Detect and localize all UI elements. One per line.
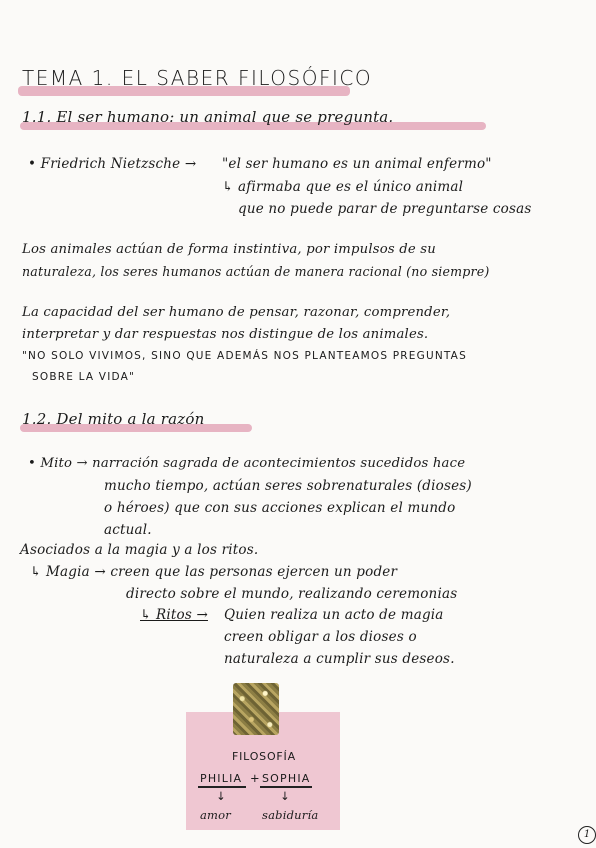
card-arrow-1: ↓ bbox=[216, 789, 226, 803]
ritos-line1: Quien realiza un acto de magia bbox=[224, 607, 444, 623]
page-number: 1 bbox=[578, 826, 596, 844]
magia-line1: ↳ Magia → creen que las personas ejercen un poder bbox=[30, 564, 398, 580]
card-meaning-2: sabiduría bbox=[262, 808, 319, 822]
card-underline-1 bbox=[198, 786, 246, 788]
magia-line2: directo sobre el mundo, realizando ceremonias bbox=[126, 586, 458, 602]
quote-line2: SOBRE LA VIDA" bbox=[32, 371, 136, 383]
asociados-line: Asociados a la magia y a los ritos. bbox=[20, 542, 259, 558]
nietzsche-label: • Friedrich Nietzsche → bbox=[28, 156, 197, 172]
section1-heading: 1.1. El ser humano: un animal que se pregunta. bbox=[22, 108, 394, 126]
mito-line4: actual. bbox=[104, 522, 152, 538]
nietzsche-line2: ↳ afirmaba que es el único animal bbox=[222, 179, 464, 195]
paragraph2-line2: interpretar y dar respuestas nos distingue de los animales. bbox=[22, 327, 429, 342]
paragraph1-line2: naturaleza, los seres humanos actúan de manera racional (no siempre) bbox=[22, 264, 490, 279]
glitter-tape bbox=[233, 683, 279, 735]
quote-line1: "NO SOLO VIVIMOS, SINO QUE ADEMÁS NOS PLANTEAMOS PREGUNTAS bbox=[22, 350, 467, 362]
nietzsche-quote: "el ser humano es un animal enfermo" bbox=[222, 156, 492, 172]
card-meaning-1: amor bbox=[200, 808, 231, 822]
card-plus: + bbox=[250, 771, 260, 785]
mito-line1: • Mito → narración sagrada de acontecimientos sucedidos hace bbox=[28, 456, 466, 471]
card-part1: PHILIA bbox=[200, 772, 243, 785]
ritos-line2: creen obligar a los dioses o bbox=[224, 629, 417, 645]
ritos-label: ↳ Ritos → bbox=[140, 607, 208, 623]
card-word: FILOSOFÍA bbox=[232, 750, 296, 763]
card-underline-2 bbox=[260, 786, 312, 788]
card-arrow-2: ↓ bbox=[280, 789, 290, 803]
paragraph1-line1: Los animales actúan de forma instintiva, por impulsos de su bbox=[22, 242, 436, 257]
card-part2: SOPHIA bbox=[262, 772, 311, 785]
section2-heading: 1.2. Del mito a la razón bbox=[22, 410, 205, 428]
mito-line3: o héroes) que con sus acciones explican el mundo bbox=[104, 500, 456, 516]
mito-line2: mucho tiempo, actúan seres sobrenaturales (dioses) bbox=[104, 478, 472, 494]
nietzsche-line3: que no puede parar de preguntarse cosas bbox=[238, 201, 532, 217]
ritos-line3: naturaleza a cumplir sus deseos. bbox=[224, 651, 455, 667]
page-title: TEMA 1. EL SABER FILOSÓFICO bbox=[22, 66, 373, 90]
paragraph2-line1: La capacidad del ser humano de pensar, razonar, comprender, bbox=[22, 305, 451, 320]
